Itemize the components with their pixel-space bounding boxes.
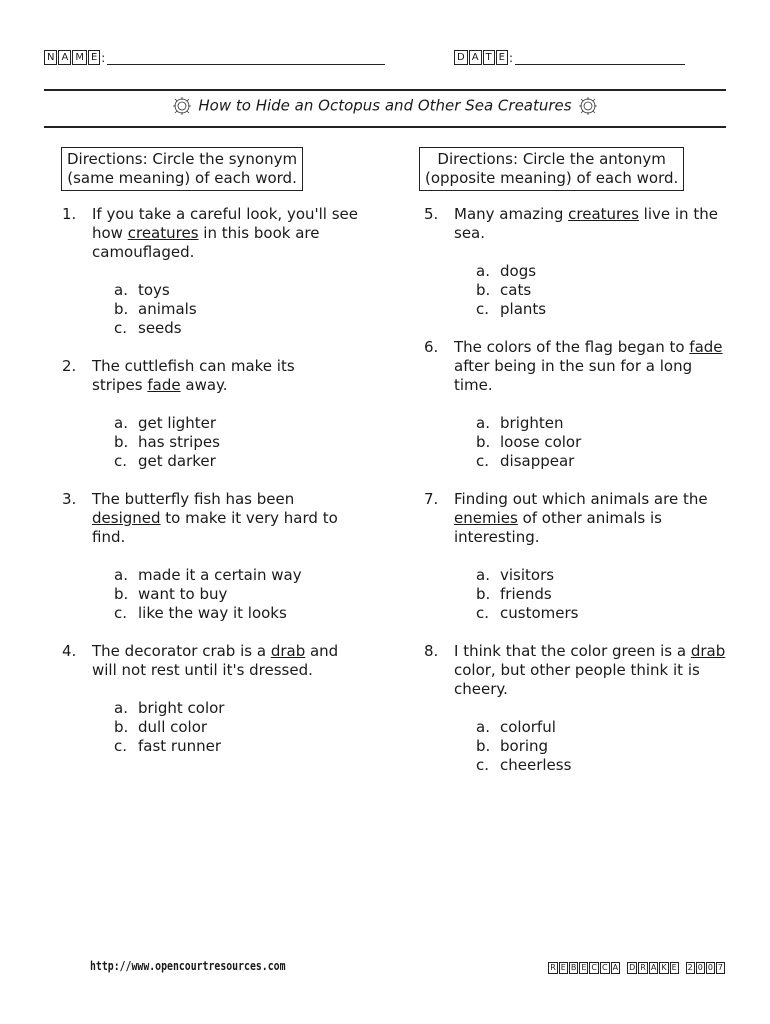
options: [114, 699, 362, 756]
target-word: designed: [92, 509, 161, 527]
signature-letter: D: [629, 963, 636, 972]
question-text: in this book are camouflaged.: [92, 224, 320, 261]
question-text: color, but other people think it is cheery.: [454, 661, 700, 698]
option-text: friends: [500, 585, 552, 603]
option-c[interactable]: [476, 604, 724, 623]
name-letter: E: [88, 50, 100, 65]
target-word: fade: [147, 376, 181, 394]
option-a[interactable]: [476, 566, 724, 585]
question-4: [62, 642, 362, 756]
signature-letter: 7: [717, 963, 723, 972]
options: [476, 566, 724, 623]
options: [114, 566, 362, 623]
option-text: visitors: [500, 566, 555, 584]
option-letter: b.: [114, 433, 129, 451]
option-letter: b.: [476, 585, 491, 603]
question-text: I think that the color green is a: [454, 642, 691, 660]
question-text: and will not rest until it's dressed.: [92, 642, 339, 679]
question-number: 4.: [62, 642, 77, 660]
option-letter: c.: [114, 452, 128, 470]
option-text: fast runner: [138, 737, 222, 755]
target-word: drab: [270, 642, 306, 660]
author-signature: [548, 962, 726, 974]
name-field[interactable]: [44, 50, 385, 65]
option-text: dull color: [138, 718, 208, 736]
top-rule: [44, 89, 726, 91]
option-b[interactable]: [114, 300, 362, 319]
date-letter: T: [483, 50, 495, 65]
option-text: bright color: [138, 699, 225, 717]
left-column: [62, 205, 362, 756]
name-letter: N: [44, 50, 57, 65]
question-2: [62, 357, 332, 471]
option-text: made it a certain way: [138, 566, 302, 584]
option-a[interactable]: [476, 414, 724, 433]
option-text: plants: [500, 300, 547, 318]
target-word: fade: [689, 338, 723, 356]
option-text: has stripes: [138, 433, 220, 451]
directions-keyword: synonym: [228, 150, 298, 168]
option-letter: b.: [476, 281, 491, 299]
signature-letter: E: [560, 963, 566, 972]
option-text: like the way it looks: [138, 604, 287, 622]
header-row: [44, 50, 734, 72]
option-text: loose color: [500, 433, 582, 451]
question-5: [424, 205, 724, 319]
option-b[interactable]: [114, 718, 362, 737]
option-a[interactable]: [114, 699, 362, 718]
option-letter: c.: [114, 319, 128, 337]
option-text: dogs: [500, 262, 537, 280]
option-text: colorful: [500, 718, 556, 736]
question-number: 6.: [424, 338, 439, 356]
option-letter: a.: [476, 566, 490, 584]
option-letter: c.: [476, 604, 490, 622]
option-c[interactable]: [114, 604, 362, 623]
directions-line2: (same meaning) of each word.: [67, 169, 297, 187]
question-6: [424, 338, 724, 471]
target-word: drab: [690, 642, 726, 660]
option-letter: b.: [476, 433, 491, 451]
target-word: enemies: [454, 509, 518, 527]
option-letter: b.: [114, 718, 129, 736]
sea-creature-icon: [171, 95, 193, 117]
signature-letter: E: [581, 963, 587, 972]
date-field[interactable]: [454, 50, 685, 65]
options: [114, 281, 362, 338]
question-text: after being in the sun for a long time.: [454, 357, 693, 394]
question-3: [62, 490, 362, 623]
question-1: [62, 205, 362, 338]
option-b[interactable]: [476, 585, 724, 604]
name-line[interactable]: [107, 50, 385, 65]
option-c[interactable]: [476, 300, 724, 319]
options: [476, 414, 724, 471]
signature-letter: R: [550, 963, 556, 972]
target-word: creatures: [127, 224, 199, 242]
option-letter: b.: [114, 585, 129, 603]
option-text: customers: [500, 604, 579, 622]
option-text: toys: [138, 281, 170, 299]
date-line[interactable]: [515, 50, 685, 65]
directions-text: : Circle the: [513, 150, 600, 168]
signature-letter: C: [602, 963, 608, 972]
option-letter: c.: [476, 756, 490, 774]
option-b[interactable]: [114, 585, 362, 604]
date-letter: E: [496, 50, 508, 65]
option-text: want to buy: [138, 585, 228, 603]
option-a[interactable]: [114, 281, 362, 300]
question-text: live in the sea.: [454, 205, 718, 242]
sea-creature-icon: [577, 95, 599, 117]
option-c[interactable]: [476, 756, 729, 775]
options: [476, 262, 724, 319]
option-c[interactable]: [114, 737, 362, 756]
question-text: If you take a careful look, you'll see how: [92, 205, 359, 242]
option-text: cheerless: [500, 756, 572, 774]
option-b[interactable]: [114, 433, 332, 452]
signature-letter: R: [640, 963, 646, 972]
option-letter: c.: [114, 604, 128, 622]
question-text: The colors of the flag began to: [454, 338, 690, 356]
signature-letter: A: [612, 963, 619, 972]
options: [114, 414, 332, 471]
title-banner: [0, 95, 770, 117]
question-8: [424, 642, 729, 775]
date-colon: :: [508, 51, 514, 65]
option-a[interactable]: [476, 718, 729, 737]
option-text: brighten: [500, 414, 564, 432]
signature-letter: B: [570, 963, 577, 972]
question-number: 8.: [424, 642, 439, 660]
option-c[interactable]: [476, 452, 724, 471]
option-letter: c.: [114, 737, 128, 755]
question-text: of other animals is interesting.: [454, 509, 662, 546]
question-number: 2.: [62, 357, 77, 375]
option-b[interactable]: [476, 737, 729, 756]
date-letter: A: [469, 50, 482, 65]
option-letter: a.: [476, 414, 490, 432]
name-letter: M: [72, 50, 87, 65]
question-text: Finding out which animals are the: [454, 490, 708, 508]
directions-text: : Circle the: [142, 150, 229, 168]
question-text: Many amazing: [454, 205, 569, 223]
option-letter: b.: [114, 300, 129, 318]
directions-antonym: [419, 147, 684, 191]
option-letter: c.: [476, 452, 490, 470]
option-text: seeds: [138, 319, 182, 337]
option-letter: a.: [114, 699, 128, 717]
directions-label: Directions: [67, 150, 143, 168]
option-letter: a.: [114, 281, 128, 299]
directions-label: Directions: [437, 150, 513, 168]
option-b[interactable]: [476, 281, 724, 300]
option-a[interactable]: [476, 262, 724, 281]
signature-letter: 0: [697, 963, 703, 972]
signature-letter: C: [591, 963, 598, 972]
title-rule: [44, 126, 726, 128]
name-letter: A: [58, 50, 71, 65]
option-letter: a.: [476, 718, 490, 736]
footer-url[interactable]: http://www.opencourtresources.com: [90, 959, 286, 973]
signature-letter: K: [661, 963, 667, 972]
question-text: The cuttlefish can make its stripes: [92, 357, 295, 394]
question-text: The butterfly fish has been: [92, 490, 295, 508]
option-text: boring: [500, 737, 549, 755]
signature-letter: 2: [687, 963, 693, 972]
signature-letter: 0: [707, 963, 713, 972]
date-letter: D: [454, 50, 468, 65]
page-title: How to Hide an Octopus and Other Sea Creatures: [198, 96, 572, 115]
option-a[interactable]: [114, 414, 332, 433]
options: [476, 718, 729, 775]
option-a[interactable]: [114, 566, 362, 585]
signature-letter: A: [650, 963, 657, 972]
question-text: away.: [180, 376, 228, 394]
option-c[interactable]: [114, 452, 332, 471]
name-colon: :: [101, 51, 106, 65]
option-letter: c.: [476, 300, 490, 318]
question-number: 3.: [62, 490, 77, 508]
option-letter: b.: [476, 737, 491, 755]
right-column: [424, 205, 724, 775]
option-letter: a.: [476, 262, 490, 280]
directions-keyword: antonym: [599, 150, 666, 168]
directions-line2: (opposite meaning) of each word.: [425, 169, 679, 187]
signature-letter: E: [671, 963, 677, 972]
option-letter: a.: [114, 566, 128, 584]
option-letter: a.: [114, 414, 128, 432]
question-text: The decorator crab is a: [92, 642, 271, 660]
question-7: [424, 490, 724, 623]
directions-synonym: [61, 147, 303, 191]
option-text: get lighter: [138, 414, 217, 432]
option-text: disappear: [500, 452, 575, 470]
option-text: animals: [138, 300, 197, 318]
option-text: get darker: [138, 452, 216, 470]
target-word: creatures: [568, 205, 639, 223]
question-number: 1.: [62, 205, 77, 223]
option-c[interactable]: [114, 319, 362, 338]
question-number: 5.: [424, 205, 439, 223]
question-number: 7.: [424, 490, 439, 508]
option-text: cats: [500, 281, 532, 299]
question-text: to make it very hard to find.: [92, 509, 338, 546]
option-b[interactable]: [476, 433, 724, 452]
